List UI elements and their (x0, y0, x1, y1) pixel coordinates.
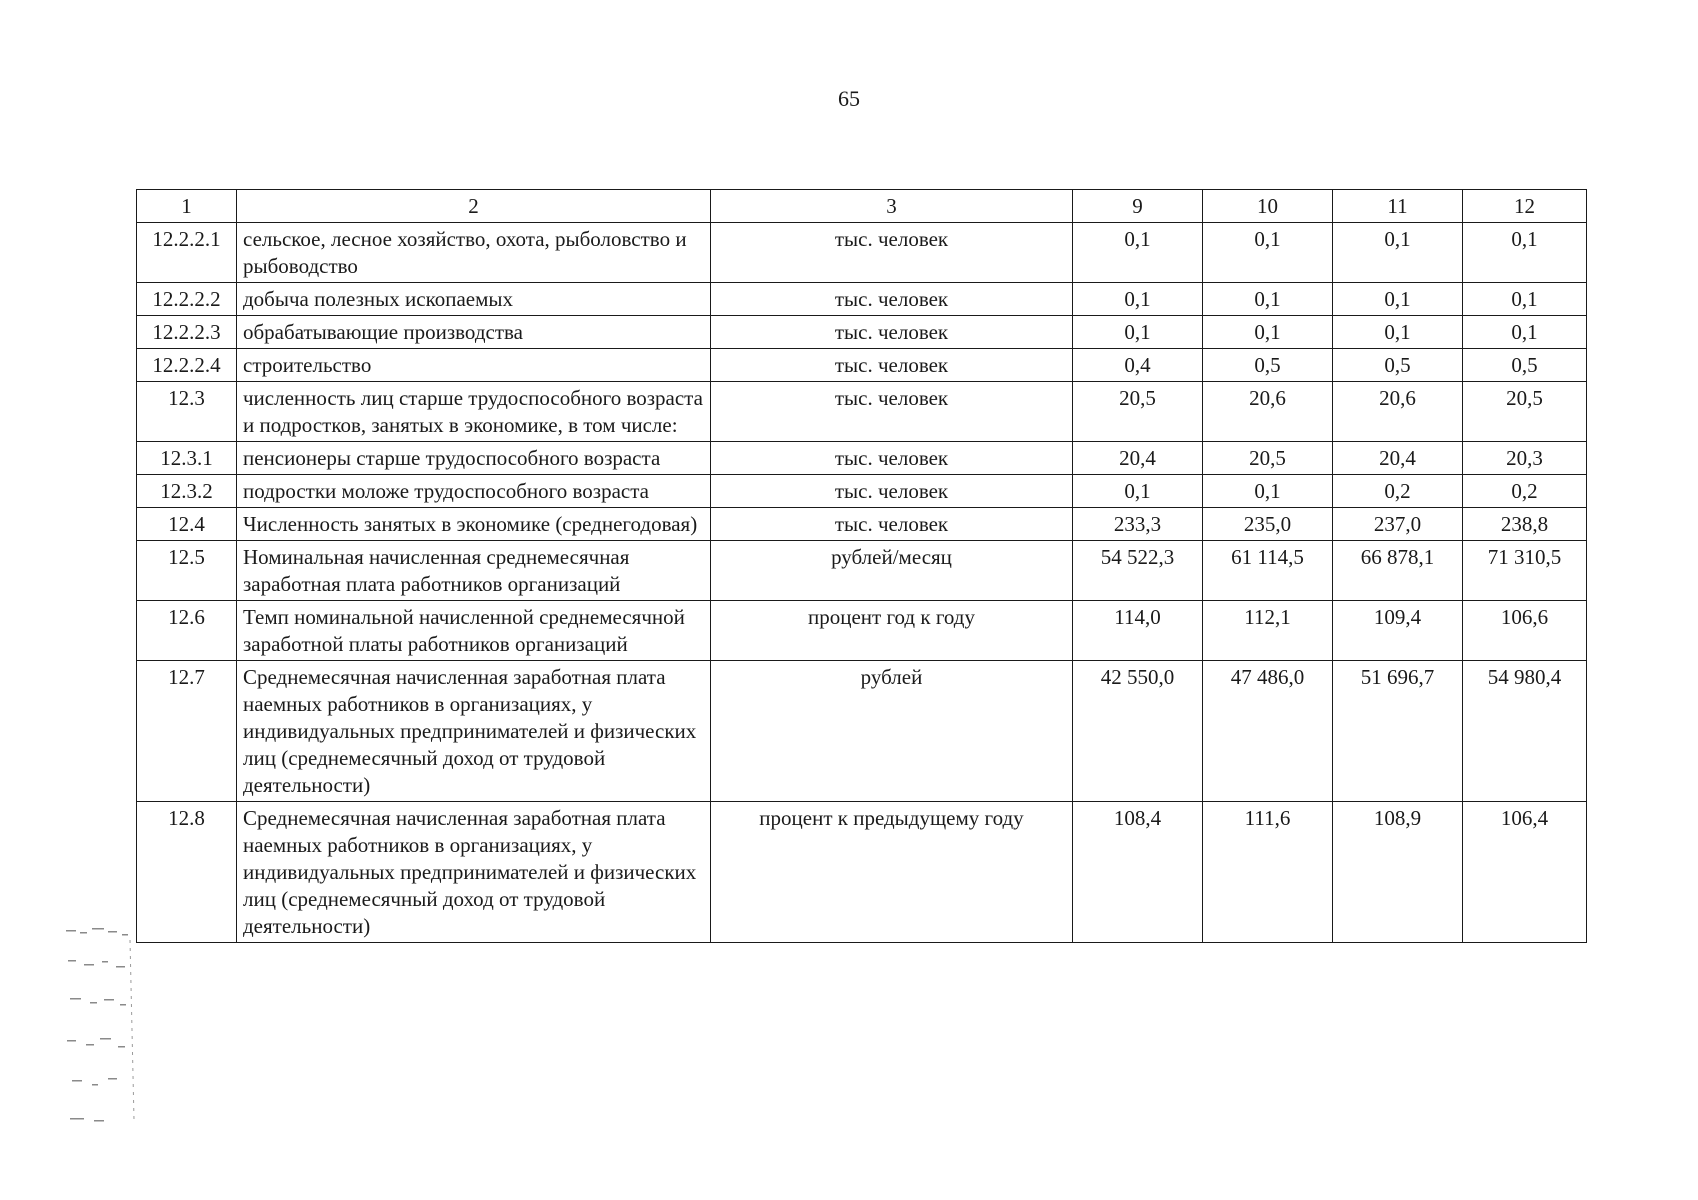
unit-cell: рублей (711, 661, 1073, 802)
scan-artifact (64, 920, 138, 1130)
unit-cell: тыс. человек (711, 223, 1073, 283)
header-cell: 11 (1333, 190, 1463, 223)
unit-cell: тыс. человек (711, 475, 1073, 508)
value-cell: 0,1 (1203, 475, 1333, 508)
table-body (137, 223, 1587, 943)
table-row (137, 349, 1587, 382)
value-cell: 0,1 (1333, 283, 1463, 316)
table-row (137, 508, 1587, 541)
unit-cell: тыс. человек (711, 349, 1073, 382)
value-cell: 237,0 (1333, 508, 1463, 541)
row-number-cell: 12.4 (137, 508, 237, 541)
header-cell: 10 (1203, 190, 1333, 223)
table-row (137, 661, 1587, 802)
value-cell: 0,1 (1333, 316, 1463, 349)
value-cell: 20,5 (1463, 382, 1587, 442)
row-number-cell: 12.7 (137, 661, 237, 802)
value-cell: 20,4 (1073, 442, 1203, 475)
row-number-cell: 12.2.2.3 (137, 316, 237, 349)
unit-cell: процент к предыдущему году (711, 802, 1073, 943)
table-row (137, 475, 1587, 508)
row-number-cell: 12.8 (137, 802, 237, 943)
indicator-name-cell: обрабатывающие производства (237, 316, 711, 349)
unit-cell: тыс. человек (711, 508, 1073, 541)
value-cell: 20,5 (1073, 382, 1203, 442)
row-number-cell: 12.5 (137, 541, 237, 601)
value-cell: 0,1 (1073, 223, 1203, 283)
table-row (137, 283, 1587, 316)
value-cell: 235,0 (1203, 508, 1333, 541)
value-cell: 0,1 (1203, 223, 1333, 283)
indicator-name-cell: Среднемесячная начисленная заработная плата наемных работников в организациях, у индивидуальных предпринимателей и физических лиц (среднемесячный доход от трудовой деятельности) (237, 802, 711, 943)
value-cell: 0,1 (1333, 223, 1463, 283)
value-cell: 54 522,3 (1073, 541, 1203, 601)
value-cell: 0,1 (1203, 316, 1333, 349)
indicator-name-cell: Номинальная начисленная среднемесячная заработная плата работников организаций (237, 541, 711, 601)
unit-cell: процент год к году (711, 601, 1073, 661)
value-cell: 112,1 (1203, 601, 1333, 661)
header-cell: 3 (711, 190, 1073, 223)
table-row (137, 601, 1587, 661)
row-number-cell: 12.3.1 (137, 442, 237, 475)
indicator-name-cell: Численность занятых в экономике (среднегодовая) (237, 508, 711, 541)
indicator-name-cell: подростки моложе трудоспособного возраста (237, 475, 711, 508)
value-cell: 0,1 (1073, 283, 1203, 316)
value-cell: 47 486,0 (1203, 661, 1333, 802)
value-cell: 106,4 (1463, 802, 1587, 943)
value-cell: 0,1 (1203, 283, 1333, 316)
indicator-name-cell: строительство (237, 349, 711, 382)
header-row (137, 190, 1587, 223)
value-cell: 20,3 (1463, 442, 1587, 475)
unit-cell: тыс. человек (711, 442, 1073, 475)
value-cell: 0,1 (1463, 316, 1587, 349)
value-cell: 106,6 (1463, 601, 1587, 661)
indicator-name-cell: сельское, лесное хозяйство, охота, рыболовство и рыбоводство (237, 223, 711, 283)
value-cell: 0,1 (1463, 283, 1587, 316)
unit-cell: тыс. человек (711, 382, 1073, 442)
row-number-cell: 12.3.2 (137, 475, 237, 508)
value-cell: 0,5 (1463, 349, 1587, 382)
indicator-name-cell: Темп номинальной начисленной среднемесячной заработной платы работников организаций (237, 601, 711, 661)
value-cell: 20,5 (1203, 442, 1333, 475)
value-cell: 0,5 (1203, 349, 1333, 382)
indicators-table (136, 189, 1587, 943)
value-cell: 114,0 (1073, 601, 1203, 661)
table-row (137, 223, 1587, 283)
value-cell: 0,1 (1463, 223, 1587, 283)
unit-cell: рублей/месяц (711, 541, 1073, 601)
row-number-cell: 12.2.2.1 (137, 223, 237, 283)
value-cell: 108,4 (1073, 802, 1203, 943)
table-row (137, 802, 1587, 943)
header-cell: 1 (137, 190, 237, 223)
unit-cell: тыс. человек (711, 316, 1073, 349)
value-cell: 109,4 (1333, 601, 1463, 661)
value-cell: 20,6 (1333, 382, 1463, 442)
value-cell: 238,8 (1463, 508, 1587, 541)
table-row (137, 316, 1587, 349)
value-cell: 51 696,7 (1333, 661, 1463, 802)
table-row (137, 382, 1587, 442)
header-cell: 9 (1073, 190, 1203, 223)
row-number-cell: 12.3 (137, 382, 237, 442)
value-cell: 0,1 (1073, 475, 1203, 508)
value-cell: 54 980,4 (1463, 661, 1587, 802)
value-cell: 0,1 (1073, 316, 1203, 349)
value-cell: 0,2 (1463, 475, 1587, 508)
value-cell: 111,6 (1203, 802, 1333, 943)
table-row (137, 442, 1587, 475)
page-number: 65 (838, 86, 860, 111)
value-cell: 61 114,5 (1203, 541, 1333, 601)
row-number-cell: 12.2.2.2 (137, 283, 237, 316)
value-cell: 20,6 (1203, 382, 1333, 442)
value-cell: 20,4 (1333, 442, 1463, 475)
row-number-cell: 12.6 (137, 601, 237, 661)
value-cell: 42 550,0 (1073, 661, 1203, 802)
value-cell: 233,3 (1073, 508, 1203, 541)
unit-cell: тыс. человек (711, 283, 1073, 316)
value-cell: 108,9 (1333, 802, 1463, 943)
value-cell: 66 878,1 (1333, 541, 1463, 601)
indicator-name-cell: Среднемесячная начисленная заработная плата наемных работников в организациях, у индивидуальных предпринимателей и физических лиц (среднемесячный доход от трудовой деятельности) (237, 661, 711, 802)
value-cell: 0,2 (1333, 475, 1463, 508)
indicator-name-cell: численность лиц старше трудоспособного возраста и подростков, занятых в экономике, в том числе: (237, 382, 711, 442)
header-cell: 2 (237, 190, 711, 223)
indicators-table-container (136, 189, 1586, 943)
row-number-cell: 12.2.2.4 (137, 349, 237, 382)
indicator-name-cell: добыча полезных ископаемых (237, 283, 711, 316)
value-cell: 0,5 (1333, 349, 1463, 382)
value-cell: 0,4 (1073, 349, 1203, 382)
value-cell: 71 310,5 (1463, 541, 1587, 601)
header-cell: 12 (1463, 190, 1587, 223)
table-row (137, 541, 1587, 601)
indicator-name-cell: пенсионеры старше трудоспособного возраста (237, 442, 711, 475)
